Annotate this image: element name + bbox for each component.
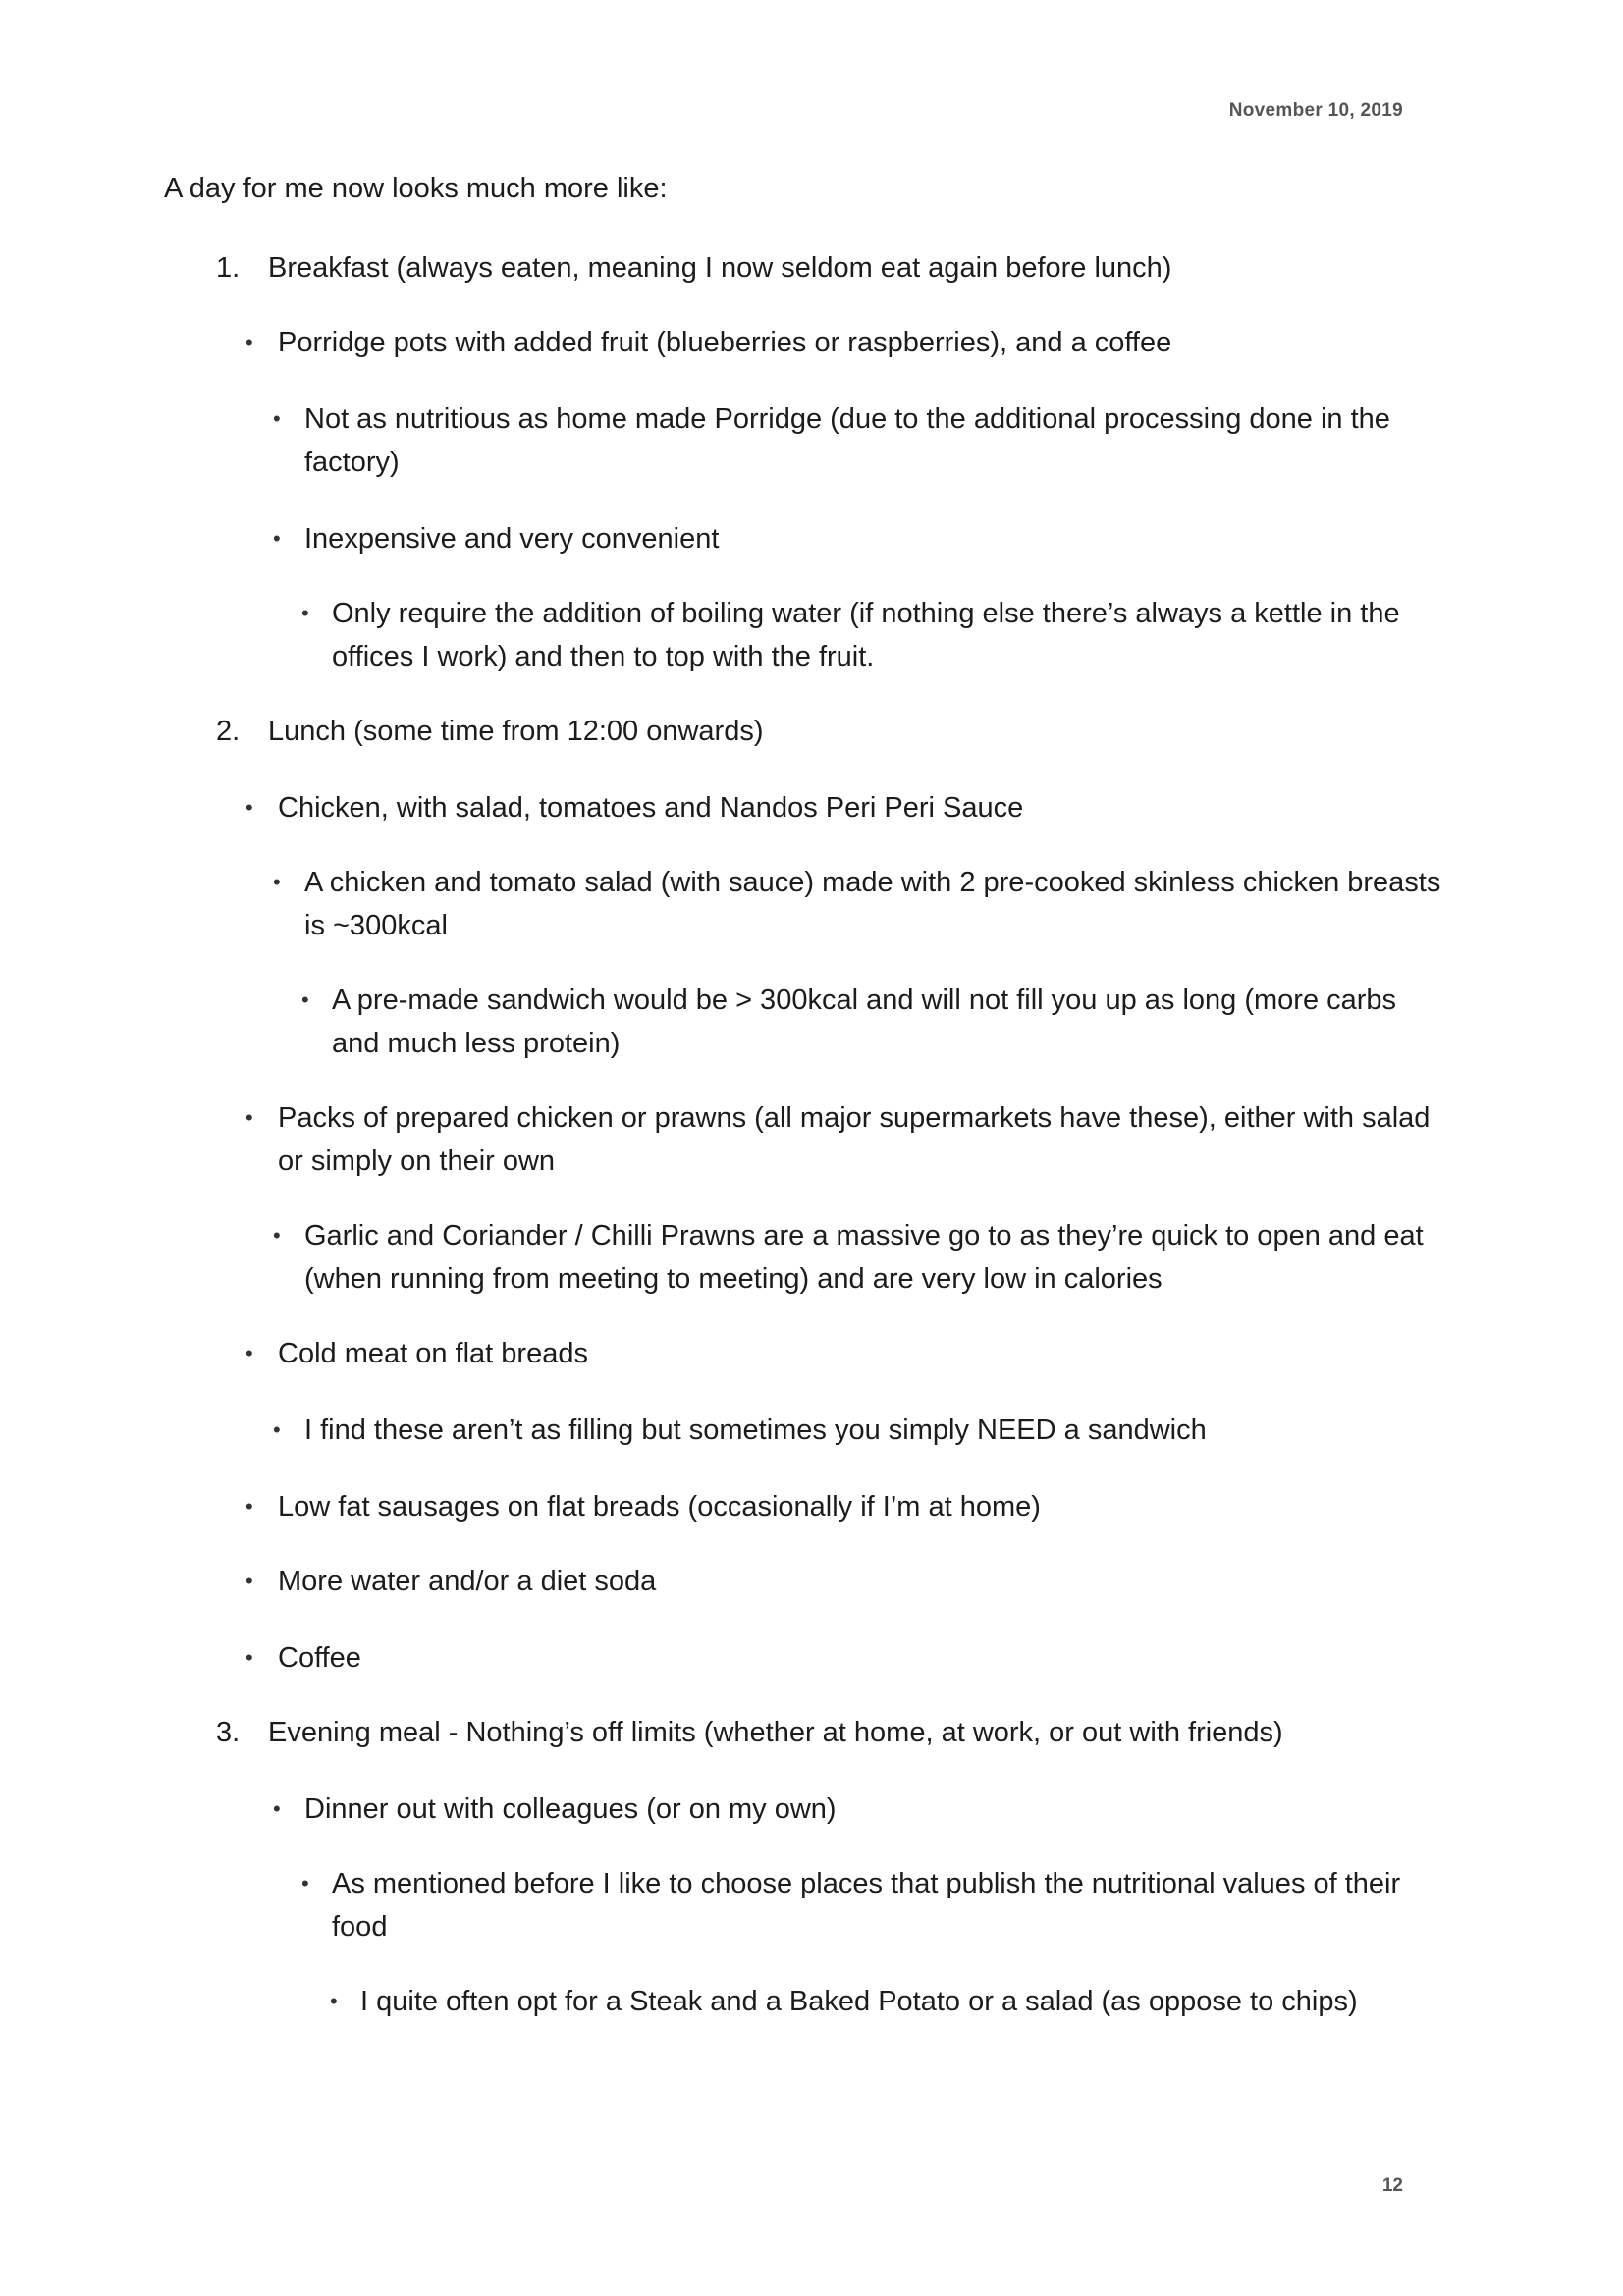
list-item: • Porridge pots with added fruit (blueberries or raspberries), and a coffee bbox=[245, 327, 1172, 358]
list-item: • I quite often opt for a Steak and a Baked Potato or a salad (as oppose to chips) bbox=[330, 1986, 1358, 2017]
list-item: • I find these aren’t as filling but sometimes you simply NEED a sandwich bbox=[273, 1415, 1207, 1446]
list-item-number: 2. Lunch (some time from 12:00 onwards) bbox=[216, 716, 764, 747]
list-item: • Coffee bbox=[245, 1642, 361, 1674]
list-item: • As mentioned before I like to choose places that publish the nutritional values of their food bbox=[301, 1868, 1401, 1943]
list-item: • Packs of prepared chicken or prawns (all major supermarkets have these), either with salad or simply on their own bbox=[245, 1102, 1431, 1177]
list-item-number: 1. Breakfast (always eaten, meaning I now seldom eat again before lunch) bbox=[216, 252, 1172, 284]
list-item: • Inexpensive and very convenient bbox=[273, 523, 720, 555]
list-item: • Chicken, with salad, tomatoes and Nandos Peri Peri Sauce bbox=[245, 792, 1024, 824]
intro-text: A day for me now looks much more like: bbox=[164, 173, 668, 204]
list-item: • Low fat sausages on flat breads (occasionally if I’m at home) bbox=[245, 1491, 1041, 1522]
list-item: • A pre-made sandwich would be > 300kcal and will not fill you up as long (more carbs and much less protein) bbox=[301, 985, 1397, 1059]
list-item: • Not as nutritious as home made Porridge (due to the additional processing done in the factory) bbox=[273, 403, 1390, 478]
list-item-number: 3. Evening meal - Nothing’s off limits (whether at home, at work, or out with friends) bbox=[216, 1717, 1283, 1748]
header-date: November 10, 2019 bbox=[1228, 100, 1403, 121]
list-item: • A chicken and tomato salad (with sauce) made with 2 pre-cooked skinless chicken breasts is ~300kcal bbox=[273, 867, 1441, 941]
list-item: • More water and/or a diet soda bbox=[245, 1566, 657, 1597]
list-item: • Cold meat on flat breads bbox=[245, 1338, 588, 1369]
list-item: • Garlic and Coriander / Chilli Prawns are a massive go to as they’re quick to open and eat (when running from meeting to meeting) and are very low in calories bbox=[273, 1220, 1424, 1295]
list-item: • Dinner out with colleagues (or on my own) bbox=[273, 1793, 837, 1825]
list-item: • Only require the addition of boiling water (if nothing else there’s always a kettle in the offices I work) and then to top with the fruit. bbox=[301, 598, 1400, 672]
page-number: 12 bbox=[1381, 2175, 1403, 2196]
